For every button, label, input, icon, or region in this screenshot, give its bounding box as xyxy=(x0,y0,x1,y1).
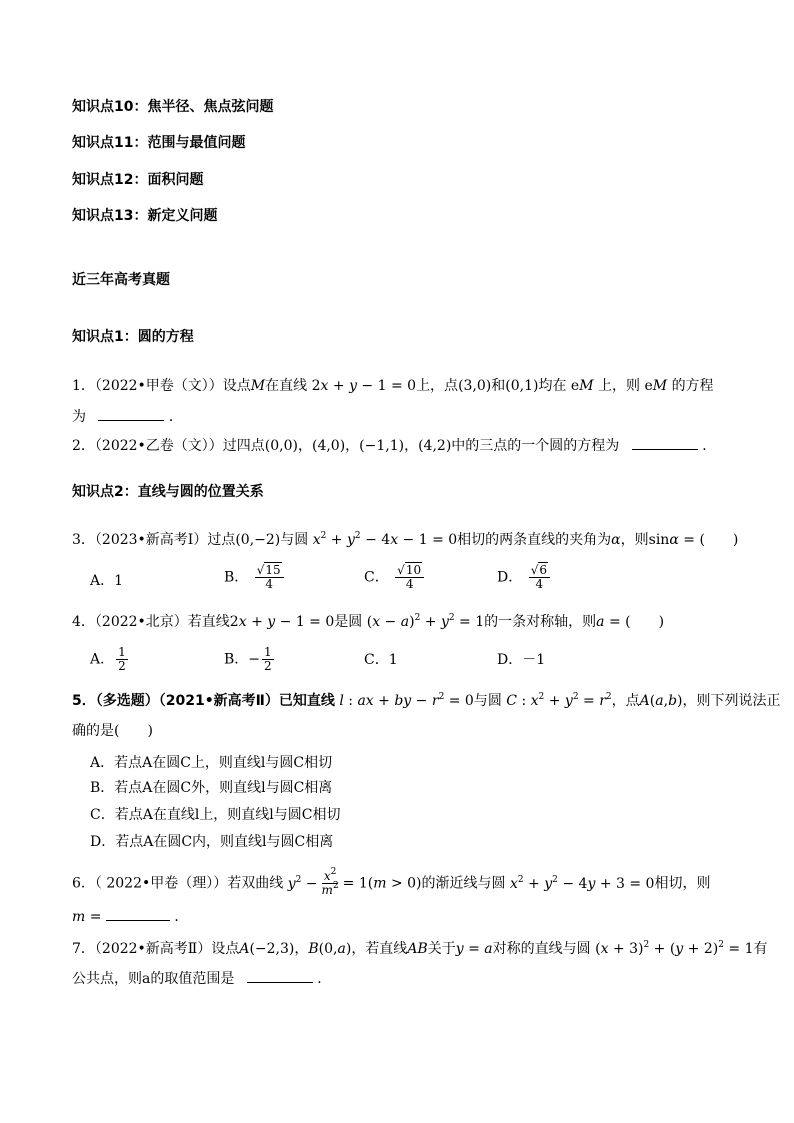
question-5-option-d[interactable]: D．若点A在圆C内，则直线l与圆C相离 xyxy=(90,834,334,850)
section-heading-kp11: 知识点11：范围与最值问题 xyxy=(72,135,246,151)
question-5-option-c[interactable]: C．若点A在直线l上，则直线l与圆C相切 xyxy=(90,807,341,823)
question-5-line-2: 确的是( ) xyxy=(72,723,153,739)
question-4: 4．（2022•北京）若直线2x + y − 1 = 0是圆 $(x - a)^2 + y^2 = 1$的一条对称轴，则a = ( ) xyxy=(72,613,665,630)
question-6-line-2: m = ． xyxy=(72,909,189,925)
section-heading-recent-exams: 近三年高考真题 xyxy=(72,272,170,288)
question-1-line-1: 1．（2022•甲卷（文））设点M在直线 2x + y − 1 = 0上，点(3,0)和(0,1)均在 eM 上，则 eM 的方程 xyxy=(72,378,714,394)
answer-blank-6[interactable] xyxy=(106,908,170,921)
answer-blank-1[interactable] xyxy=(98,408,164,421)
question-7-line-2: 公共点，则a的取值范围是 ． xyxy=(72,971,332,987)
question-3-option-c[interactable]: C． $\frac{√10}{4}$ xyxy=(364,564,426,591)
question-3-option-d[interactable]: D． $\frac{√6}{4}$ xyxy=(497,564,552,591)
question-5-line-1: 5．（多选题）（2021•新高考Ⅱ）已知直线 l : ax + by − $r^2 = 0$与圆 C : $x^2 + y^2 = r^2$，点A(a,b)，则下列说法正 xyxy=(72,692,781,709)
section-heading-kp10: 知识点10：焦半径、焦点弦问题 xyxy=(72,99,274,115)
question-3: 3．（2023•新高考Ⅰ）过点(0,−2)与圆 $x^2 + y^2 - 4x - 1 = 0$相切的两条直线的夹角为α，则sinα = ( ) xyxy=(72,531,739,548)
question-4-option-b[interactable]: B．− $\frac{1}{2}$ xyxy=(224,645,272,673)
question-4-option-c[interactable]: C．1 xyxy=(364,652,398,668)
section-heading-kp12: 知识点12：面积问题 xyxy=(72,172,204,188)
question-7-line-1: 7．（2022•新高考Ⅱ）设点A(−2,3)，B(0,a)，若直线AB关于y = a对称的直线与圆 $(x + 3)^2 + (y + 2)^2 = 1$有 xyxy=(72,940,768,957)
section-heading-kp1: 知识点1：圆的方程 xyxy=(72,329,194,345)
question-6-line-1: 6．（ 2022•甲卷（理））若双曲线 $y^2$ − $\frac{x^2}{m^2}$ = 1(m > 0)的渐近线与圆 $x^2 + y^2 - 4y + 3 = 0$相切，则 xyxy=(72,867,711,897)
section-heading-kp13: 知识点13：新定义问题 xyxy=(72,208,218,224)
question-3-option-b[interactable]: B． $\frac{√15}{4}$ xyxy=(224,564,286,591)
answer-blank-7[interactable] xyxy=(247,970,313,983)
question-2: 2．（2022•乙卷（文））过四点(0,0)，(4,0)，(−1,1)，(4,2)中的三点的一个圆的方程为 ． xyxy=(72,438,717,454)
question-5-option-b[interactable]: B．若点A在圆C外，则直线l与圆C相离 xyxy=(90,780,333,796)
section-heading-kp2: 知识点2：直线与圆的位置关系 xyxy=(72,484,264,500)
question-5-option-a[interactable]: A．若点A在圆C上，则直线l与圆C相切 xyxy=(90,755,333,771)
question-4-option-a[interactable]: A． $\frac{1}{2}$ xyxy=(90,645,126,673)
question-1-line-2: 为 ． xyxy=(72,409,183,425)
answer-blank-2[interactable] xyxy=(632,437,698,450)
question-4-option-d[interactable]: D．－1 xyxy=(497,652,546,668)
question-3-option-a[interactable]: A．1 xyxy=(90,573,124,589)
